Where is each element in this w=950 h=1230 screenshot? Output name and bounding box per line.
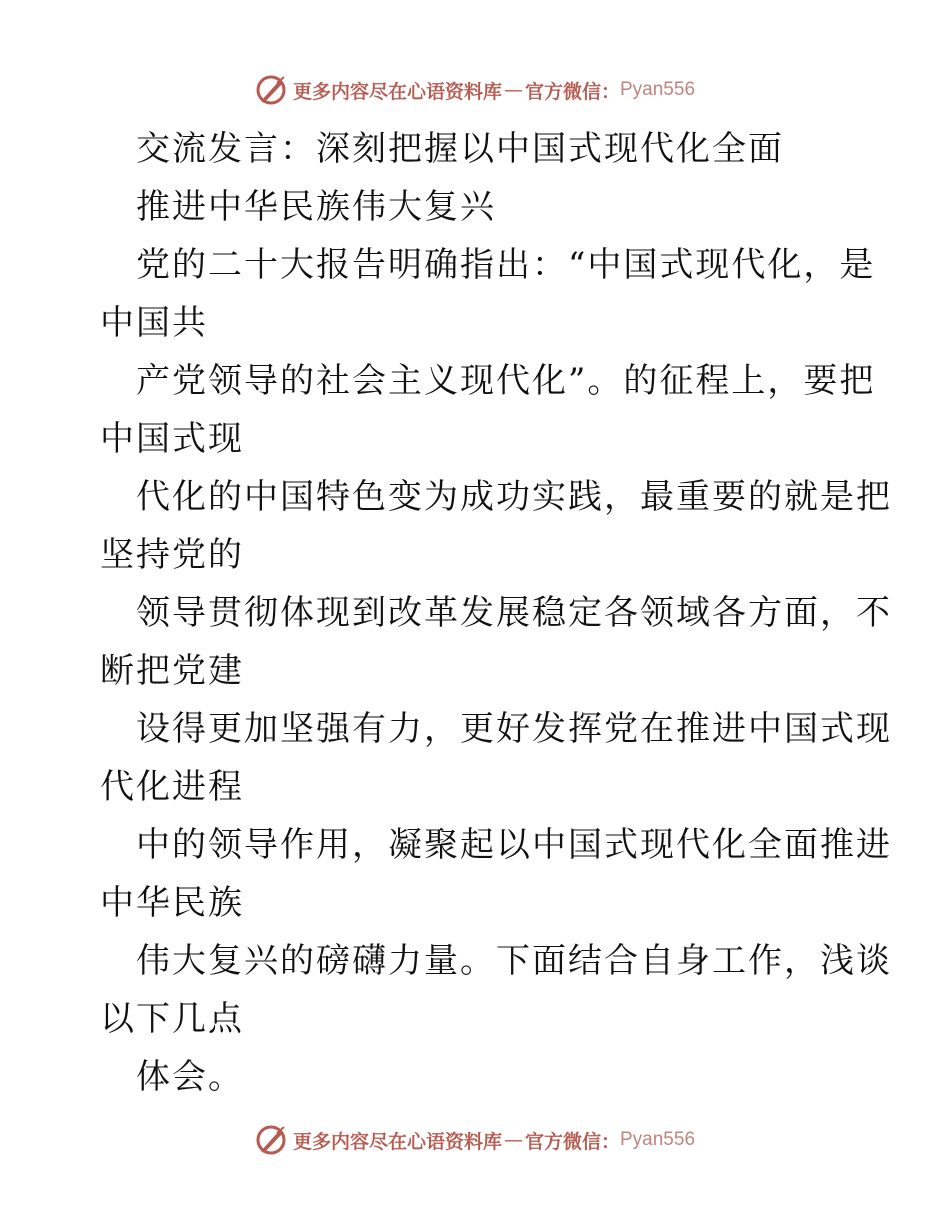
- text-line: 中华民族: [100, 883, 244, 923]
- text-line: 领导贯彻体现到改革发展稳定各领域各方面，不: [136, 593, 892, 633]
- text-line: 断把党建: [100, 651, 244, 691]
- text-line: 中国式现: [100, 419, 244, 459]
- text-line: 代化的中国特色变为成功实践，最重要的就是把: [136, 477, 892, 517]
- quill-pen-logo-icon: [255, 74, 287, 106]
- text-line: 产党领导的社会主义现代化”。的征程上，要把: [136, 361, 876, 401]
- banner-wechat-id: Pyan556: [620, 1129, 696, 1150]
- text-line: 伟大复兴的磅礴力量。下面结合自身工作，浅谈: [136, 941, 892, 981]
- text-line: 党的二十大报告明确指出：“中国式现代化，是: [136, 245, 876, 285]
- footer-banner: [0, 1120, 950, 1160]
- banner-separator: —: [503, 79, 523, 101]
- text-line: 以下几点: [100, 999, 244, 1039]
- text-line: 设得更加坚强有力，更好发挥党在推进中国式现: [136, 709, 892, 749]
- header-banner: [0, 70, 950, 110]
- text-line: 坚持党的: [100, 535, 244, 575]
- banner-tagline: 更多内容尽在心语资料库: [292, 1130, 502, 1153]
- quill-pen-logo-icon: [255, 1124, 287, 1156]
- banner-separator: —: [503, 1129, 523, 1151]
- text-line: 代化进程: [100, 767, 244, 807]
- banner-tagline: 更多内容尽在心语资料库: [292, 80, 502, 103]
- banner-wechat-id: Pyan556: [620, 79, 696, 100]
- banner-wechat-label: 官方微信：: [524, 1130, 620, 1153]
- banner-wechat-label: 官方微信：: [524, 80, 620, 103]
- document-body: [100, 120, 892, 1106]
- text-line: 中国共: [100, 303, 208, 343]
- text-line: 推进中华民族伟大复兴: [136, 187, 496, 227]
- text-line: 交流发言：深刻把握以中国式现代化全面: [136, 129, 784, 169]
- text-line: 中的领导作用，凝聚起以中国式现代化全面推进: [136, 825, 892, 865]
- text-line: 体会。: [136, 1057, 244, 1097]
